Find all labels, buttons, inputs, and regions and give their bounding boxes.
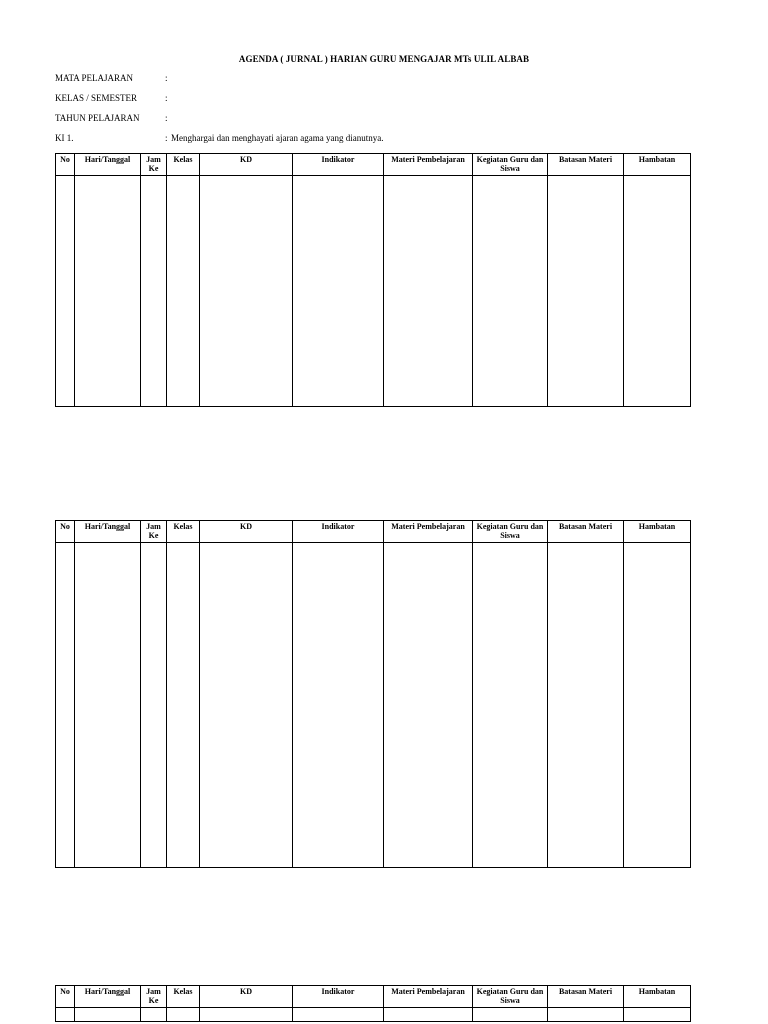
- table-cell[interactable]: [56, 1008, 75, 1022]
- table-cell[interactable]: [384, 1008, 473, 1022]
- table-cell[interactable]: [167, 176, 200, 407]
- field-colon: :: [165, 133, 168, 143]
- field-label: MATA PELAJARAN: [55, 73, 134, 83]
- table-cell[interactable]: [548, 176, 624, 407]
- col-header-kegiatan-guru-siswa: Kegiatan Guru dan Siswa: [473, 986, 548, 1008]
- col-header-materi-pembelajaran: Materi Pembelajaran: [384, 986, 473, 1008]
- table-cell[interactable]: [200, 543, 293, 868]
- table-row: [56, 1008, 691, 1022]
- table-cell[interactable]: [200, 176, 293, 407]
- col-header-batasan-materi: Batasan Materi: [548, 154, 624, 176]
- journal-table-1: [55, 153, 691, 407]
- col-header-kd: KD: [200, 154, 293, 176]
- col-header-jam-ke: Jam Ke: [141, 521, 167, 543]
- col-header-no: No: [56, 521, 75, 543]
- col-header-kelas: Kelas: [167, 986, 200, 1008]
- col-header-no: No: [56, 986, 75, 1008]
- field-value: Menghargai dan menghayati ajaran agama yang dianutnya.: [171, 133, 384, 143]
- col-header-indikator: Indikator: [293, 986, 384, 1008]
- col-header-indikator: Indikator: [293, 521, 384, 543]
- col-header-kegiatan-guru-siswa: Kegiatan Guru dan Siswa: [473, 521, 548, 543]
- table-cell[interactable]: [293, 543, 384, 868]
- table-cell[interactable]: [200, 1008, 293, 1022]
- table-cell[interactable]: [293, 1008, 384, 1022]
- table-cell[interactable]: [141, 1008, 167, 1022]
- table-cell[interactable]: [473, 176, 548, 407]
- table-cell[interactable]: [624, 176, 691, 407]
- col-header-hambatan: Hambatan: [624, 521, 691, 543]
- col-header-batasan-materi: Batasan Materi: [548, 521, 624, 543]
- field-colon: :: [165, 93, 168, 103]
- table-row: [56, 543, 691, 868]
- field-colon: :: [165, 73, 168, 83]
- col-header-kelas: Kelas: [167, 154, 200, 176]
- field-label: KELAS / SEMESTER: [55, 93, 138, 103]
- col-header-kegiatan-guru-siswa: Kegiatan Guru dan Siswa: [473, 154, 548, 176]
- document-title: AGENDA ( JURNAL ) HARIAN GURU MENGAJAR MTs ULIL ALBAB: [238, 54, 530, 64]
- table-cell[interactable]: [548, 1008, 624, 1022]
- col-header-hari-tanggal: Hari/Tanggal: [75, 521, 141, 543]
- col-header-kelas: Kelas: [167, 521, 200, 543]
- table-cell[interactable]: [167, 543, 200, 868]
- table-cell[interactable]: [56, 543, 75, 868]
- col-header-hari-tanggal: Hari/Tanggal: [75, 154, 141, 176]
- col-header-jam-ke: Jam Ke: [141, 154, 167, 176]
- table-header-row: [56, 521, 691, 543]
- table-cell[interactable]: [624, 543, 691, 868]
- table-cell[interactable]: [56, 176, 75, 407]
- col-header-kd: KD: [200, 986, 293, 1008]
- journal-table-2: [55, 520, 691, 868]
- table-row: [56, 176, 691, 407]
- field-label: TAHUN PELAJARAN: [55, 113, 140, 123]
- table-cell[interactable]: [473, 543, 548, 868]
- table-cell[interactable]: [141, 176, 167, 407]
- col-header-hambatan: Hambatan: [624, 154, 691, 176]
- col-header-indikator: Indikator: [293, 154, 384, 176]
- field-label: KI 1.: [55, 133, 74, 143]
- table-cell[interactable]: [293, 176, 384, 407]
- table-header-row: [56, 154, 691, 176]
- table-cell[interactable]: [141, 543, 167, 868]
- col-header-materi-pembelajaran: Materi Pembelajaran: [384, 521, 473, 543]
- table-cell[interactable]: [75, 1008, 141, 1022]
- col-header-kd: KD: [200, 521, 293, 543]
- table-cell[interactable]: [548, 543, 624, 868]
- table-cell[interactable]: [384, 543, 473, 868]
- table-cell[interactable]: [624, 1008, 691, 1022]
- table-cell[interactable]: [167, 1008, 200, 1022]
- col-header-jam-ke: Jam Ke: [141, 986, 167, 1008]
- table-cell[interactable]: [75, 543, 141, 868]
- col-header-batasan-materi: Batasan Materi: [548, 986, 624, 1008]
- table-cell[interactable]: [473, 1008, 548, 1022]
- table-cell[interactable]: [75, 176, 141, 407]
- col-header-hambatan: Hambatan: [624, 986, 691, 1008]
- journal-table-3: [55, 985, 691, 1022]
- col-header-hari-tanggal: Hari/Tanggal: [75, 986, 141, 1008]
- col-header-materi-pembelajaran: Materi Pembelajaran: [384, 154, 473, 176]
- col-header-no: No: [56, 154, 75, 176]
- field-colon: :: [165, 113, 168, 123]
- table-header-row: [56, 986, 691, 1008]
- table-cell[interactable]: [384, 176, 473, 407]
